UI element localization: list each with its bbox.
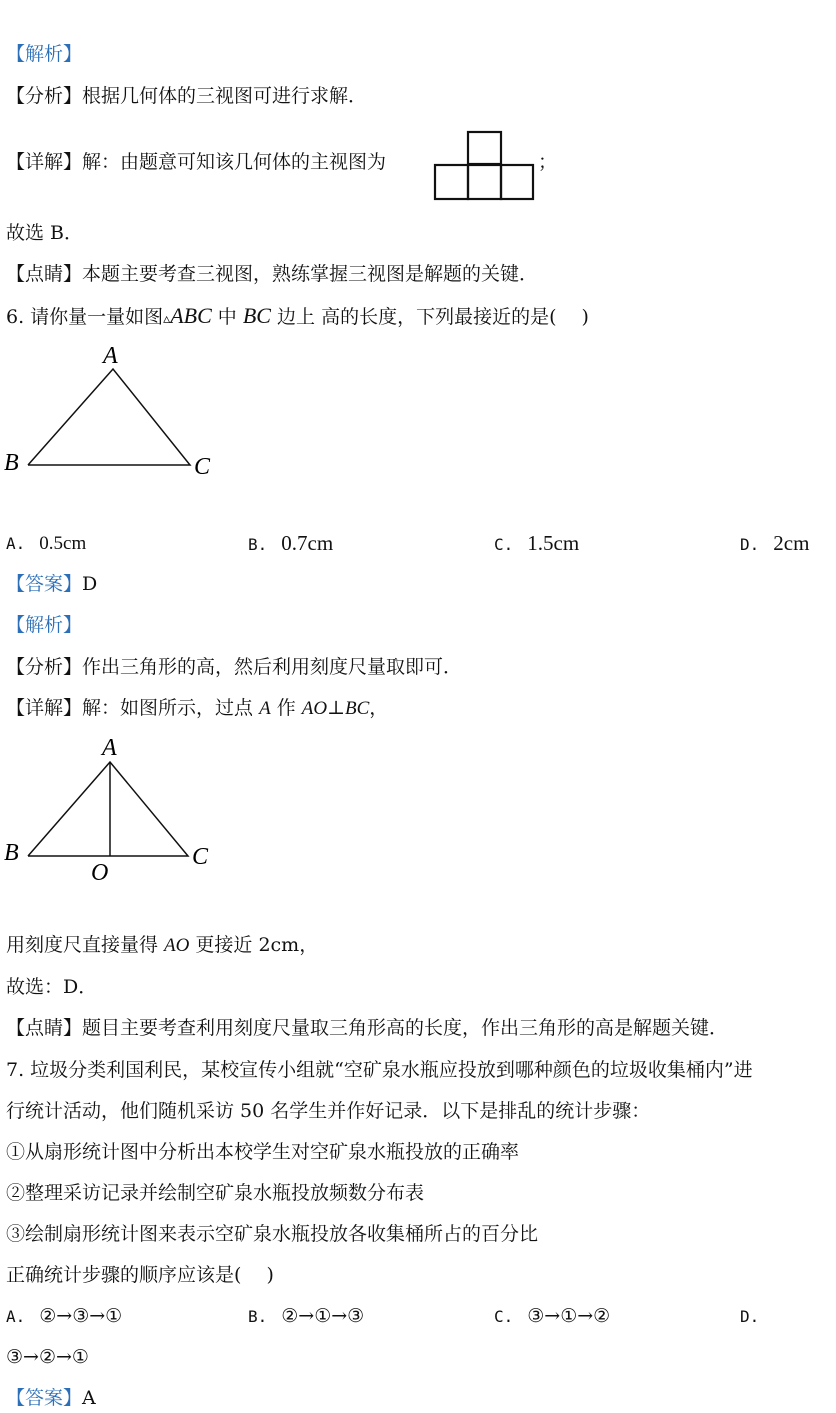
q7-option-a[interactable]	[6, 1304, 122, 1329]
q6-option-b-value: 0.7cm	[281, 531, 334, 555]
front-view-right-square	[501, 165, 533, 199]
q7-step1: ①从扇形统计图中分析出本校学生对空矿泉水瓶投放的正确率	[6, 1141, 520, 1163]
q7-option-c-label: C.	[494, 1307, 514, 1326]
q7-option-b[interactable]	[248, 1304, 364, 1329]
q5-xiangjie-end: ；	[538, 151, 558, 173]
q6-fenxi-tag: 【分析】	[6, 656, 83, 678]
q6-xiangjie-a: A	[259, 698, 271, 719]
q6-xiangjie-end: ，	[369, 697, 389, 719]
q6-measure-ao: AO	[164, 935, 190, 956]
q6-xiangjie-tag: 【详解】	[6, 697, 83, 719]
q7-option-d-value[interactable]: ③→②→①	[6, 1346, 89, 1368]
q7-answer	[6, 1386, 96, 1410]
q5-xiangjie-text: 解：由题意可知该几何体的主视图为	[82, 151, 387, 173]
q7-stem-line2: 行统计活动，他们随机采访 50 名学生并作好记录．以下是排乱的统计步骤：	[6, 1100, 651, 1122]
q6-analysis-header: 【解析】	[6, 614, 83, 636]
q6-xiangjie-perp: ⊥	[327, 697, 345, 719]
label-B: B	[4, 450, 19, 476]
q5-dianjing-tag: 【点睛】	[6, 263, 83, 285]
q6-option-a[interactable]	[6, 531, 86, 556]
q6-dianjing	[6, 1016, 728, 1040]
triangle-abc-figure	[0, 335, 260, 485]
q6-fenxi-text: 作出三角形的高，然后利用刻度尺量取即可．	[82, 656, 463, 678]
q5-fenxi	[6, 84, 367, 108]
q6-xiangjie-bc: BC	[344, 698, 370, 719]
q7-option-c-value: ③→①→②	[527, 1305, 611, 1327]
q6-option-c-value: 1.5cm	[527, 531, 580, 555]
front-view-left-square	[435, 165, 468, 199]
q6-option-b-label: B.	[248, 535, 268, 554]
q7-option-d-label-wrap[interactable]	[740, 1304, 759, 1329]
q7-answer-tag: 【答案】	[6, 1387, 83, 1409]
q5-dianjing	[6, 262, 538, 286]
label-B2: B	[4, 840, 19, 866]
q6-option-d-label: D.	[740, 535, 760, 554]
q5-fenxi-text: 根据几何体的三视图可进行求解．	[82, 85, 368, 107]
q5-dianjing-text: 本题主要考查三视图，熟练掌握三视图是解题的关键．	[82, 263, 539, 285]
q5-xiangjie	[6, 150, 386, 174]
q6-dianjing-tag: 【点睛】	[6, 1017, 83, 1039]
q6-dianjing-text: 题目主要考查利用刻度尺量取三角形高的长度，作出三角形的高是解题关键．	[82, 1017, 729, 1039]
q7-option-c[interactable]	[494, 1304, 610, 1329]
triangle-abco-figure	[0, 730, 260, 890]
q6-option-b[interactable]	[248, 531, 333, 557]
q6-mid2: 边上	[270, 306, 316, 328]
q6-answer-value: D	[82, 573, 98, 595]
q7-option-d-label: D.	[740, 1307, 760, 1326]
q5-fenxi-tag: 【分析】	[6, 85, 83, 107]
label-C: C	[194, 454, 211, 480]
q7-stem-line1: 7. 垃圾分类利国利民，某校宣传小组就“空矿泉水瓶应投放到哪种颜色的垃圾收集桶内”进	[6, 1059, 753, 1081]
q7-option-b-label: B.	[248, 1307, 268, 1326]
q6-measure-post: 更接近 2cm，	[189, 934, 319, 956]
q6-answer	[6, 572, 97, 596]
triangle-abc-outline	[28, 369, 190, 465]
q7-question: 正确统计步骤的顺序应该是( )	[6, 1264, 274, 1286]
q5-analysis-header: 【解析】	[6, 43, 83, 65]
q6-option-d[interactable]	[740, 531, 809, 557]
front-view-top-square	[468, 132, 501, 164]
q7-option-a-value: ②→③→①	[39, 1305, 123, 1327]
q6-option-c[interactable]	[494, 531, 579, 557]
q6-bc: BC	[242, 303, 271, 328]
q6-xiangjie	[6, 696, 388, 721]
q6-option-a-label: A.	[6, 534, 26, 553]
q6-mid1: 中	[211, 306, 243, 328]
q7-option-b-value: ②→①→③	[281, 1305, 365, 1327]
q6-xiangjie-ao: AO	[301, 698, 328, 719]
q6-fenxi	[6, 655, 462, 679]
q6-option-d-value: 2cm	[773, 531, 810, 555]
q6-measure	[6, 933, 318, 958]
q6-stem-prefix: 6. 请你量一量如图	[6, 306, 164, 328]
q6-measure-pre: 用刻度尺直接量得	[6, 934, 165, 956]
q7-step3: ③绘制扇形统计图来表示空矿泉水瓶投放各收集桶所占的百分比	[6, 1223, 539, 1245]
q6-xiangjie-mid: 作	[270, 697, 302, 719]
label-A2: A	[102, 735, 117, 761]
q6-answer-tag: 【答案】	[6, 573, 83, 595]
q7-step2: ②整理采访记录并绘制空矿泉水瓶投放频数分布表	[6, 1182, 425, 1204]
q6-guxuan: 故选：D．	[6, 976, 98, 998]
q6-triangle-symbol: ▵	[163, 311, 171, 327]
front-view-figure	[430, 128, 538, 204]
triangle-abco-outline	[28, 762, 188, 856]
label-C2: C	[192, 844, 209, 870]
q6-abc: ABC	[170, 303, 212, 328]
q6-option-c-label: C.	[494, 535, 514, 554]
q6-stem-suffix: 高的长度，下列最接近的是( )	[315, 306, 589, 328]
front-view-mid-square	[468, 165, 501, 199]
label-O: O	[91, 860, 109, 886]
q6-stem	[6, 304, 589, 331]
q6-xiangjie-pre: 解：如图所示，过点	[82, 697, 260, 719]
q5-xiangjie-tag: 【详解】	[6, 151, 83, 173]
q6-option-a-value: 0.5cm	[39, 533, 87, 554]
q7-answer-value: A	[82, 1387, 96, 1409]
q7-option-a-label: A.	[6, 1307, 26, 1326]
label-A: A	[103, 343, 118, 369]
q5-guxuan: 故选 B．	[6, 222, 84, 244]
